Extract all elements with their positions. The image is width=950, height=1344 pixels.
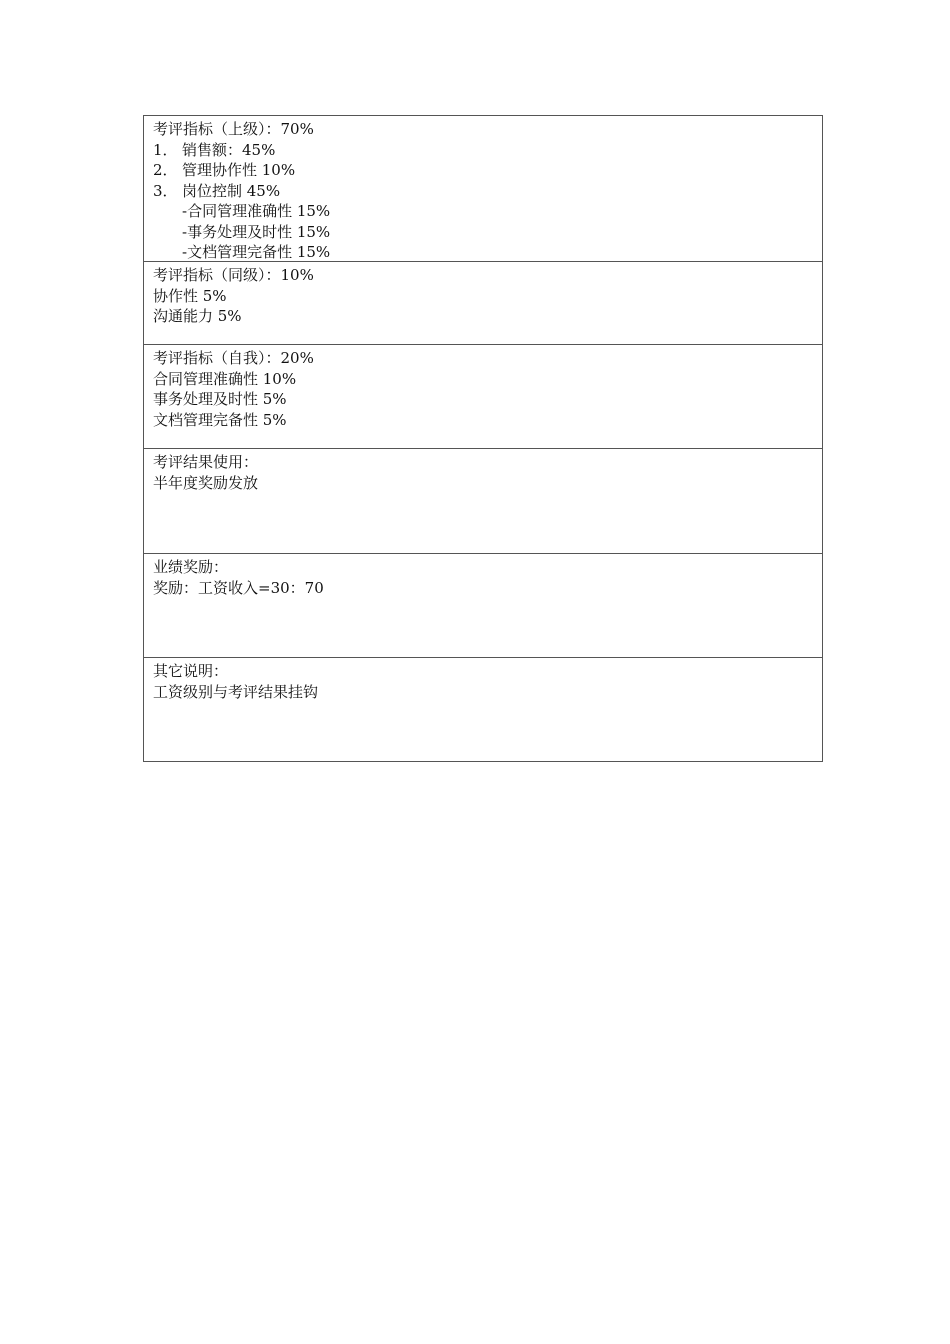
sub-item: -合同管理准确性 15% [182,202,331,220]
section-text: 半年度奖励发放 [153,473,259,492]
section-superior-evaluation [144,116,822,261]
section-peer-evaluation [144,261,822,344]
sub-item: -事务处理及时性 15% [182,222,331,241]
item-text: 岗位控制 45% [182,181,281,200]
section-title: 考评结果使用： [153,453,259,471]
section-title: 业绩奖励： [153,558,229,576]
item-number: 1． [153,140,178,159]
section-result-usage [144,448,822,553]
list-item: 事务处理及时性 5% [153,390,287,408]
list-item: 合同管理准确性 10% [153,369,297,388]
section-title: 考评指标（同级）：10% [153,266,314,284]
section-text: 工资级别与考评结果挂钩 [153,682,319,701]
list-item [153,140,813,161]
list-item: 沟通能力 5% [153,307,242,325]
item-number: 3． [153,181,178,200]
list-item [153,160,813,181]
section-title: 考评指标（自我）：20% [153,349,314,367]
section-title: 其它说明： [153,662,229,680]
list-item: 文档管理完备性 5% [153,410,287,429]
item-text: 管理协作性 10% [182,161,296,179]
item-number: 2． [153,161,178,179]
list-item [153,181,813,202]
list-item: 协作性 5% [153,286,227,305]
section-title: 考评指标（上级）：70% [153,120,314,138]
section-other-notes [144,657,822,761]
item-text: 销售额：45% [182,140,276,159]
evaluation-table [143,115,823,762]
sub-item: -文档管理完备性 15% [182,243,331,261]
section-performance-reward [144,553,822,657]
section-self-evaluation [144,344,822,448]
section-text: 奖励：工资收入=30：70 [153,578,324,597]
